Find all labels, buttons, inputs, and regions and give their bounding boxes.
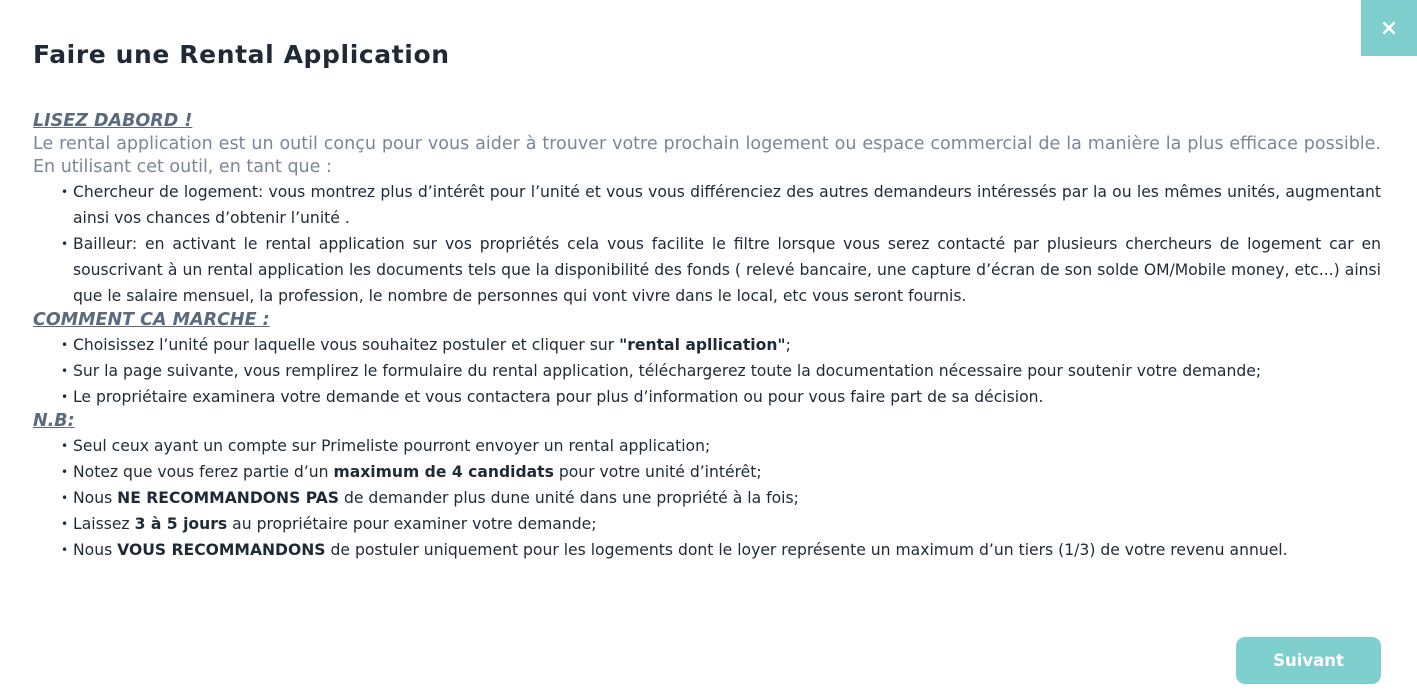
list-item: • Le propriétaire examinera votre demande et vous contactera pour plus d’information ou pour vous faire part de sa décision.	[33, 384, 1381, 410]
list-item: • Seul ceux ayant un compte sur Primeliste pourront envoyer un rental application;	[33, 433, 1381, 459]
next-button[interactable]: Suivant	[1236, 637, 1381, 684]
item-text: Laissez	[73, 515, 135, 533]
list-item	[33, 485, 1381, 511]
item-text: Notez que vous ferez partie d’un	[73, 463, 334, 481]
item-text: Nous	[73, 541, 118, 559]
list-item: • Sur la page suivante, vous remplirez le formulaire du rental application, téléchargerez toute la documentation nécessaire pour soutenir votre demande;	[33, 358, 1381, 384]
item-bold-text: "rental apllication"	[619, 336, 786, 354]
list-item	[33, 459, 1381, 485]
list-item	[33, 332, 1381, 358]
modal-title: Faire une Rental Application	[33, 40, 450, 69]
how-it-works-list	[33, 332, 1381, 410]
section-title-read-first: LISEZ DABORD !	[33, 111, 193, 131]
list-item	[33, 511, 1381, 537]
item-text: Choisissez l’unité pour laquelle vous souhaitez postuler et cliquer sur	[73, 336, 620, 354]
item-bold-text: 3 à 5 jours	[134, 515, 228, 533]
item-text: Nous	[73, 489, 118, 507]
item-text: pour votre unité d’intérêt;	[553, 463, 762, 481]
nb-list	[33, 433, 1381, 563]
item-bold-text: VOUS RECOMMANDONS	[117, 541, 326, 559]
list-item: • Chercheur de logement: vous montrez plus d’intérêt pour l’unité et vous vous différenciez des autres demandeurs intéressés par la ou les mêmes unités, augmentant ainsi vos chances d’obtenir l’unité .	[33, 179, 1381, 231]
section-title-text: COMMENT CA MARCHE	[33, 310, 257, 330]
section-title-nb	[33, 410, 1381, 433]
close-icon: ×	[1379, 15, 1399, 41]
section-title-text: N.B	[33, 411, 68, 431]
item-bold-text: NE RECOMMANDONS PAS	[117, 489, 340, 507]
list-item	[33, 537, 1381, 563]
item-text: de demander plus dune unité dans une propriété à la fois;	[339, 489, 799, 507]
section-title-suffix: :	[256, 310, 270, 330]
section-title-suffix: :	[67, 411, 75, 431]
item-text: ;	[785, 336, 791, 354]
close-button[interactable]	[1361, 0, 1417, 56]
section-title-how-it-works	[33, 309, 1381, 332]
item-text: au propriétaire pour examiner votre demande;	[227, 515, 597, 533]
modal-content	[33, 110, 1381, 563]
item-text: de postuler uniquement pour les logements dont le loyer représente un maximum d’un tiers (1/3) de votre revenu annuel.	[325, 541, 1288, 559]
read-first-list	[33, 179, 1381, 309]
item-bold-text: maximum de 4 candidats	[333, 463, 554, 481]
list-item: • Bailleur: en activant le rental application sur vos propriétés cela vous facilite le filtre lorsque vous serez contacté par plusieurs chercheurs de logement car en souscrivant à un rental application les documents tels que la disponibilité des fonds ( relevé bancaire, une capture d’écran de son solde OM/Mobile money, etc...) ainsi que le salaire mensuel, la profession, le nombre de personnes qui vont vivre dans le local, etc vous seront fournis.	[33, 231, 1381, 309]
intro-paragraph: Le rental application est un outil conçu pour vous aider à trouver votre prochain logement ou espace commercial de la manière la plus efficace possible. En utilisant cet outil, en tant que :	[33, 134, 1381, 177]
